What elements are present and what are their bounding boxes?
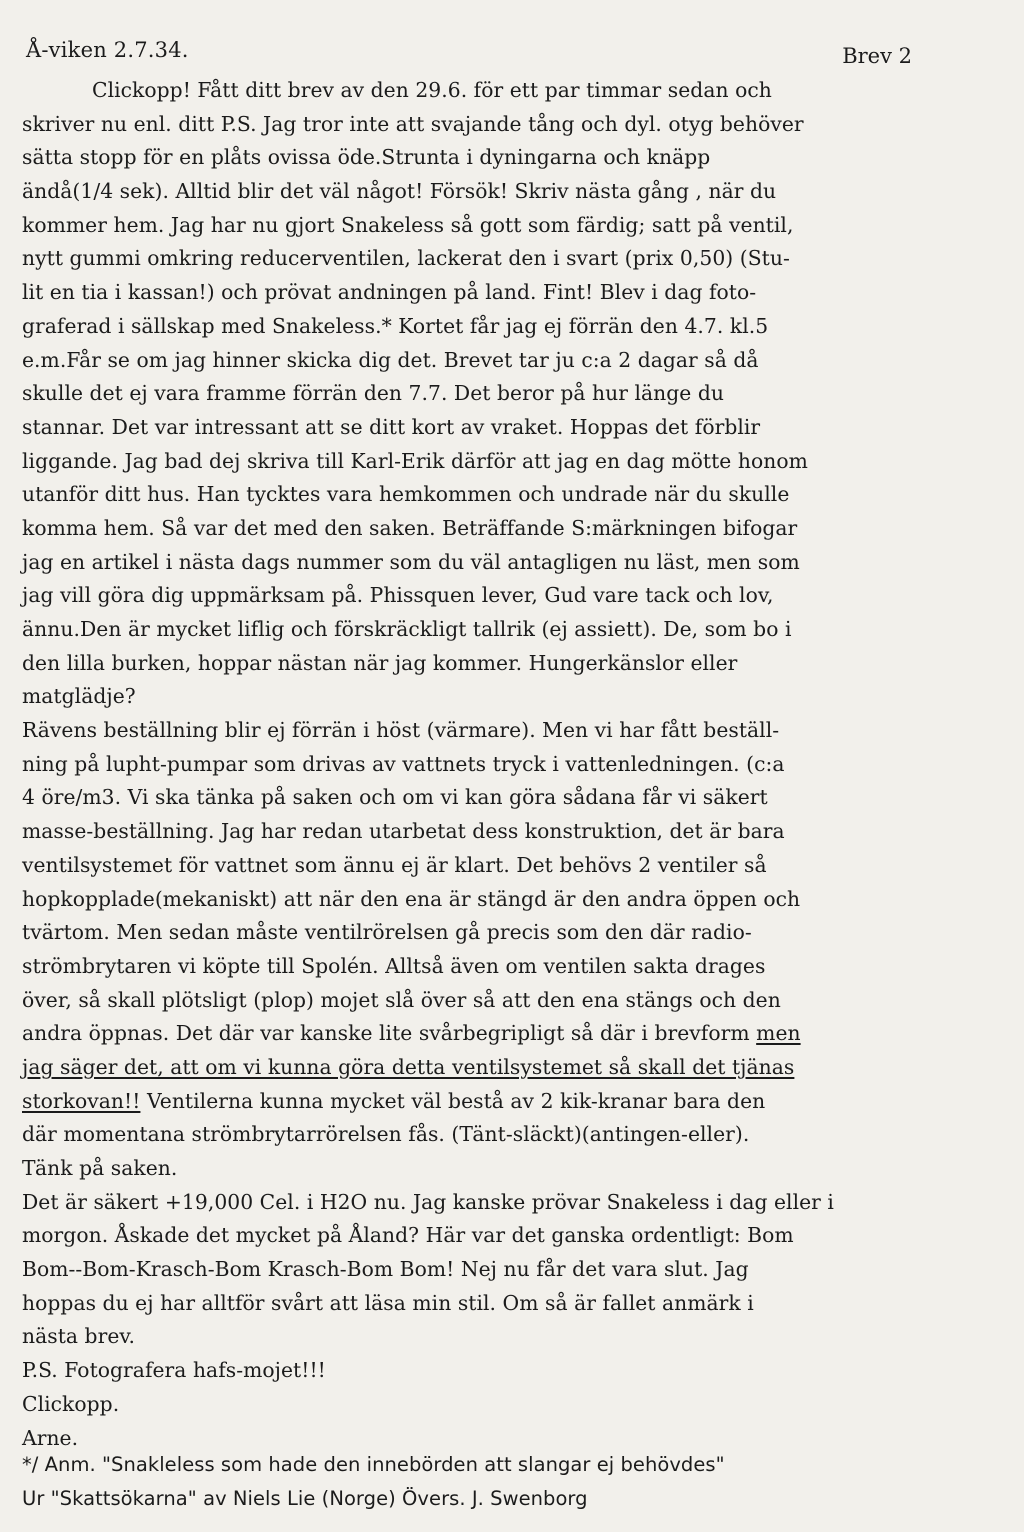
body-line-underlined: jag säger det, att om vi kunna göra detta ventilsystemet så skall det tjänas (22, 1054, 795, 1079)
body-line: Clickopp. (22, 1391, 120, 1416)
body-line-text: Ventilerna kunna mycket väl bestå av 2 kik-kranar bara den (146, 1088, 766, 1113)
body-line: graferad i sällskap med Snakeless.* Kortet får jag ej förrän den 4.7. kl.5 (22, 313, 769, 338)
body-line: skriver nu enl. ditt P.S. Jag tror inte att svajande tång och dyl. otyg behöver (22, 111, 804, 136)
body-line: där momentana strömbrytarrörelsen fås. (Tänt-släckt)(antingen-eller). (22, 1122, 750, 1147)
body-line: kommer hem. Jag har nu gjort Snakeless så gott som färdig; satt på ventil, (22, 212, 794, 237)
body-line: skulle det ej vara framme förrän den 7.7. Det beror på hur länge du (22, 381, 724, 406)
body-line (22, 1085, 992, 1119)
body-line: nästa brev. (22, 1324, 135, 1349)
body-line: sätta stopp för en plåts ovissa öde.Strunta i dyningarna och knäpp (22, 145, 711, 170)
body-line (22, 1017, 992, 1051)
underlined-text: men (756, 1021, 801, 1046)
body-line: hopkopplade(mekaniskt) att när den ena är stängd är den andra öppen och (22, 886, 801, 911)
body-line: e.m.Får se om jag hinner skicka dig det. Brevet tar ju c:a 2 dagar så då (22, 347, 759, 372)
body-line: Clickopp! Fått ditt brev av den 29.6. för ett par timmar sedan och (92, 78, 772, 102)
body-line: matglädje? (22, 684, 136, 709)
body-line: strömbrytaren vi köpte till Spolén. Alltså även om ventilen sakta drages (22, 953, 766, 978)
body-line: ventilsystemet för vattnet som ännu ej är klart. Det behövs 2 ventiler så (22, 852, 767, 877)
body-line: Rävens beställning blir ej förrän i höst (värmare). Men vi har fått beställ- (22, 718, 780, 743)
body-line: ning på lupht-pumpar som drivas av vattnets tryck i vattenledningen. (c:a (22, 751, 785, 776)
footnote (22, 1448, 992, 1515)
body-line: 4 öre/m3. Vi ska tänka på saken och om vi kan göra sådana får vi säkert (22, 785, 768, 810)
body-line: ännu.Den är mycket liflig och förskräckligt tallrik (ej assiett). De, som bo i (22, 617, 792, 641)
body-line: över, så skall plötsligt (plop) mojet slå över så att den ena stängs och den (22, 987, 781, 1012)
body-line: tvärtom. Men sedan måste ventilrörelsen gå precis som den där radio- (22, 920, 752, 945)
underlined-text: storkovan!! (22, 1088, 141, 1113)
body-line: nytt gummi omkring reducerventilen, lackerat den i svart (prix 0,50) (Stu- (22, 246, 790, 271)
body-line: stannar. Det var intressant att se ditt kort av vraket. Hoppas det förblir (22, 414, 761, 439)
footnote-source: Ur "Skattsökarna" av Niels Lie (Norge) Övers. J. Swenborg (22, 1486, 588, 1510)
body-line: ändå(1/4 sek). Alltid blir det väl något! Försök! Skriv nästa gång , när du (22, 179, 777, 204)
body-line: den lilla burken, hoppar nästan när jag kommer. Hungerkänslor eller (22, 650, 738, 675)
body-line: morgon. Åskade det mycket på Åland? Här var det ganska ordentligt: Bom (22, 1223, 794, 1248)
body-line: Tänk på saken. (22, 1156, 178, 1180)
body-line-text: andra öppnas. Det där var kanske lite svårbegripligt så där i brevform (22, 1021, 750, 1046)
body-line: masse-beställning. Jag har redan utarbetat dess konstruktion, det är bara (22, 819, 785, 844)
body-line: hoppas du ej har alltför svårt att läsa min stil. Om så är fallet anmärk i (22, 1290, 754, 1315)
letter-number: Brev 2 (842, 44, 912, 68)
body-line: Bom--Bom-Krasch-Bom Krasch-Bom Bom! Nej nu får det vara slut. Jag (22, 1257, 749, 1282)
body-line: Det är säkert +19,000 Cel. i H2O nu. Jag kanske prövar Snakeless i dag eller i (22, 1189, 834, 1214)
body-line: utanför ditt hus. Han tycktes vara hemkommen och undrade när du skulle (22, 482, 790, 507)
body-line: P.S. Fotografera hafs-mojet!!! (22, 1358, 326, 1383)
letter-header (26, 38, 926, 72)
body-line: jag vill göra dig uppmärksam på. Phissquen lever, Gud vare tack och lov, (22, 583, 774, 608)
body-line: liggande. Jag bad dej skriva till Karl-Erik därför att jag en dag mötte honom (22, 448, 808, 473)
footnote-note: */ Anm. "Snakleless som hade den innebörden att slangar ej behövdes" (22, 1453, 725, 1476)
body-line: jag en artikel i nästa dags nummer som du väl antagligen nu läst, men som (22, 549, 800, 574)
letter-body (22, 74, 992, 1455)
body-line: komma hem. Så var det med den saken. Beträffande S:märkningen bifogar (22, 515, 798, 540)
place-date: Å-viken 2.7.34. (26, 38, 189, 62)
body-line: lit en tia i kassan!) och prövat andningen på land. Fint! Blev i dag foto- (22, 280, 757, 305)
signature: Arne. (22, 1425, 79, 1450)
